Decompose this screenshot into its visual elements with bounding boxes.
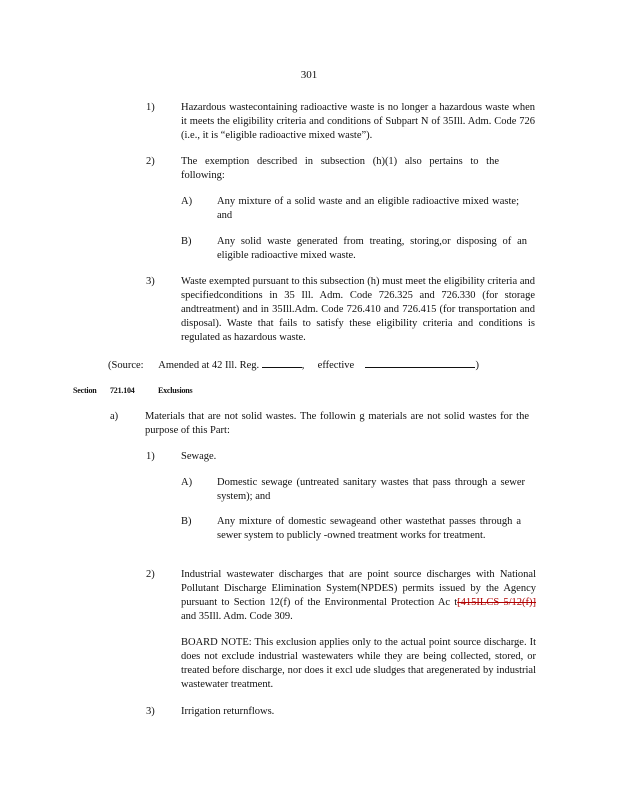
subitem-label: B) [181,236,192,247]
text-before: Industrial wastewater discharges that are point source discharges with National Pollutant Discharge Elimination System(NPDES) permits issued by the Agency pursuant to Section 12(f) of the Environmental Protection Ac t [181,569,536,608]
struck-citation: [415ILCS 5/12(f)] [457,597,537,608]
subitem-label: B) [181,516,192,527]
subitem-label: A) [181,196,193,207]
item-text: The exemption described in subsection (h)(1) also pertains to the following: [181,156,499,181]
source-amended: Amended at 42 Ill. Reg. [158,360,260,371]
page-number: 301 [300,69,318,81]
section-label: Section [73,386,97,395]
subitem-text: Any mixture of a solid waste and an eligible radioactive mixed waste; and [217,196,519,221]
item-text [181,568,536,624]
board-note: BOARD NOTE: This exclusion applies only to the actual point source discharge. It does not exclude industrial wastewaters while they are being collected, stored, or treated before discharge, nor does it excl ude sludges that aregenerated by industrial wastewater treatment. [181,637,536,690]
section-number: 721.104 [110,386,135,395]
source-effective: effective [317,360,355,371]
item-text: Sewage. [181,451,217,462]
source-comma: , [301,360,305,371]
item-label: 3) [146,276,155,287]
item-text: Irrigation returnflows. [181,706,275,717]
text-after: and 35Ill. Adm. Code 309. [181,611,293,622]
item-label: 1) [146,102,155,113]
source-prefix: (Source: [108,360,144,371]
item-text: Hazardous wastecontaining radioactive waste is no longer a hazardous waste when it meets the eligibility criteria and conditions of Subpart N of 35Ill. Adm. Code 726 (i.e., it is “eligible radioactive mixed waste”). [181,102,535,141]
item-label: 2) [146,569,155,580]
item-text: Waste exempted pursuant to this subsection (h) must meet the eligibility criteria and specifiedconditions in 35 Ill. Adm. Code 726.325 and 726.330 (for storage andtreatment) and in 35Ill.Adm. Code 726.410 and 726.415 (for transportation and disposal). Waste that fails to satisfy these eligibility criteria and conditions is regulated as hazardous waste. [181,276,535,343]
effective-date-blank [365,357,475,368]
subitem-text: Any mixture of domestic sewageand other wastethat passes through a sewer system to publicly -owned treatment works for treatment. [217,516,521,541]
subsection-label: a) [110,411,119,422]
subitem-label: A) [181,477,193,488]
item-label: 1) [146,451,155,462]
subsection-text: Materials that are not solid wastes. The followin g materials are not solid wastes for the purpose of this Part: [145,411,529,436]
item-label: 3) [146,706,155,717]
item-label: 2) [146,156,155,167]
section-title: Exclusions [158,386,193,395]
register-blank [262,357,302,368]
source-close: ) [475,360,479,371]
subitem-text: Domestic sewage (untreated sanitary wastes that pass through a sewer system); and [217,477,525,502]
source-note [108,357,479,373]
subitem-text: Any solid waste generated from treating, storing,or disposing of an eligible radioactive mixed waste. [217,236,527,261]
